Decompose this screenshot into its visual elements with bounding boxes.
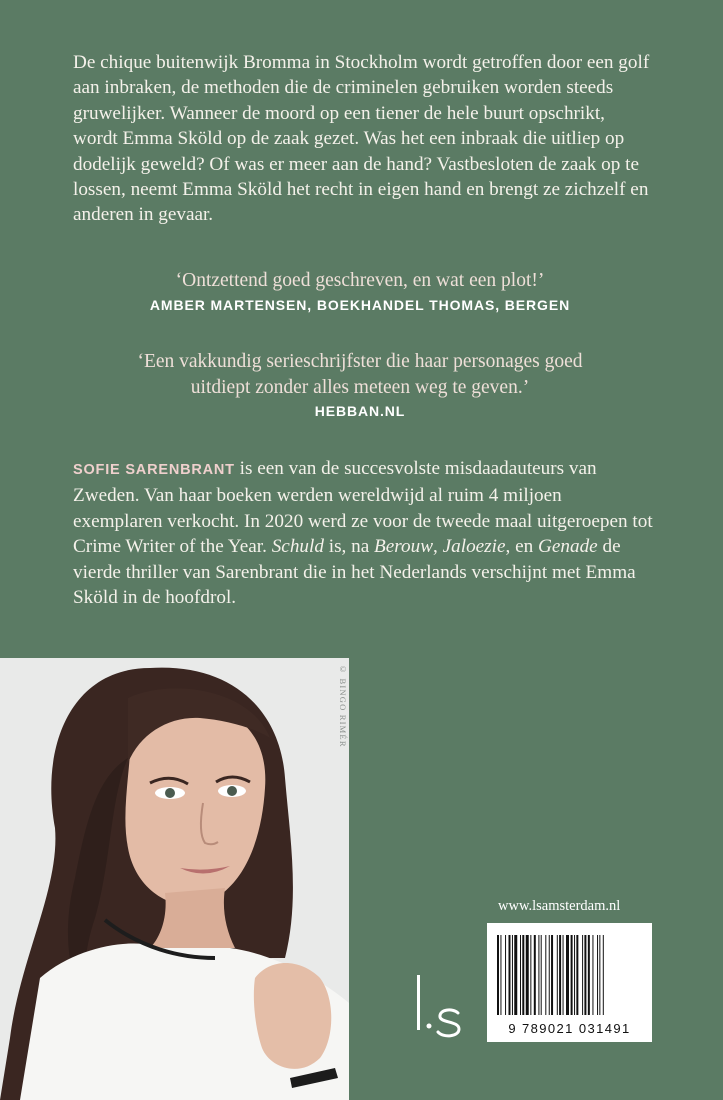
barcode-bar [512, 935, 513, 1015]
barcode-bar [563, 935, 564, 1015]
barcode-bar [497, 935, 499, 1015]
barcode-bar [571, 935, 573, 1015]
barcode-bar [584, 935, 586, 1015]
barcode-bar [500, 935, 501, 1015]
barcode-bar [603, 935, 604, 1015]
barcode-bar [599, 935, 600, 1015]
barcode-bar [588, 935, 590, 1015]
barcode-bar [592, 935, 593, 1015]
publisher-website: www.lsamsterdam.nl [498, 898, 621, 914]
barcode-bar [549, 935, 550, 1015]
barcode-bar [526, 935, 529, 1015]
barcode-bar [534, 935, 536, 1015]
book-title: Berouw [374, 536, 434, 558]
bio-text-part: de vierde thriller van Sarenbrant die in het Nederlands verschijnt met Emma Sköld in de hoofdrol. [73, 536, 636, 609]
photo-credit: © BINGO RIMÉR [338, 664, 348, 748]
book-title: Schuld [271, 536, 324, 558]
barcode-bar [530, 935, 531, 1015]
review-quote-1 [60, 268, 660, 313]
barcode-bar [520, 935, 521, 1015]
barcode-bars [497, 935, 642, 1015]
barcode-bar [582, 935, 583, 1015]
author-name: SOFIE SARENBRANT [73, 462, 235, 478]
book-title: Jaloezie [442, 536, 506, 558]
publisher-logo [415, 975, 475, 1045]
barcode-bar [505, 935, 506, 1015]
isbn-barcode [487, 923, 652, 1042]
barcode-bar [557, 935, 558, 1015]
barcode-bar [522, 935, 524, 1015]
barcode-bar [574, 935, 575, 1015]
barcode-bar [514, 935, 517, 1015]
quote-text: ‘Ontzettend goed geschreven, en wat een plot!’ [175, 270, 545, 291]
quote-attribution: AMBER MARTENSEN, BOEKHANDEL THOMAS, BERGEN [149, 296, 571, 313]
isbn-number: 9 789021 031491 [508, 1021, 631, 1036]
author-photo [0, 658, 349, 1100]
author-bio [73, 456, 653, 610]
barcode-bar [538, 935, 539, 1015]
quote-attribution: HEBBAN.NL [314, 403, 406, 419]
review-quote-2 [60, 349, 660, 419]
quote-text: ‘Een vakkundig serieschrijfster die haar personages goed uitdiept zonder alles meteen weg te geven.’ [137, 351, 583, 398]
book-title: Genade [538, 536, 598, 558]
barcode-bar [576, 935, 578, 1015]
ls-logo-icon [415, 975, 475, 1045]
bio-text-part: , en [505, 536, 539, 558]
barcode-bar [597, 935, 598, 1015]
barcode-bar [545, 935, 546, 1015]
barcode-bar [509, 935, 511, 1015]
bio-text-part: is een van de succesvolste misdaadauteurs van Zweden. Van haar boeken werden wereldwijd al ruim 4 miljoen exemplaren verkocht. In 2020 werd ze voor de tweede maal uitgeroepen tot Crime Writer of the Year. [73, 458, 653, 558]
author-portrait-illustration [0, 658, 349, 1100]
barcode-bar [551, 935, 553, 1015]
blurb-text: De chique buitenwijk Bromma in Stockholm wordt getroffen door een golf aan inbraken, de methoden die de criminelen gebruiken worden steeds gruwelijker. Wanneer de moord op een tiener de hele buurt opschrikt, wordt Emma Sköld op de zaak gezet. Was het een inbraak die uitliep op dodelijk geweld? Of was er meer aan de hand? Vastbesloten de zaak op te lossen, neemt Emma Sköld het recht in eigen hand en brengt ze zichzelf en anderen in gevaar. [73, 52, 650, 226]
bio-text-part: , [433, 536, 443, 558]
bio-text-part: is, na [323, 536, 375, 558]
barcode-bar [566, 935, 569, 1015]
barcode-bar [541, 935, 542, 1015]
barcode-bar [559, 935, 561, 1015]
